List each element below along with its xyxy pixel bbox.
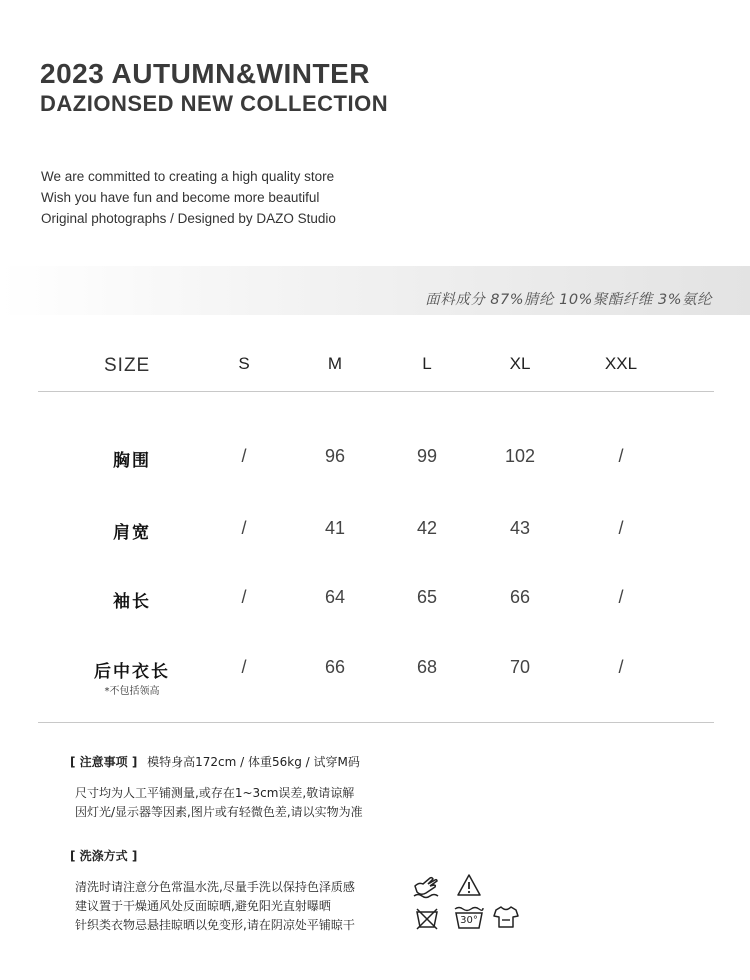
wash-30-icon (453, 905, 485, 931)
row-label-sleeve: 袖长 (113, 592, 151, 612)
table-cell: / (618, 446, 624, 466)
table-cell: / (241, 657, 247, 677)
collection-title-year: 2023 AUTUMN&WINTER (40, 58, 370, 89)
table-cell: 96 (324, 446, 346, 466)
table-cell: 99 (416, 446, 438, 466)
table-cell: / (241, 518, 247, 538)
table-cell: 66 (324, 657, 346, 677)
care-line: 针织类衣物忌悬挂晾晒以免变形,请在阴凉处平铺晾干 (75, 918, 355, 932)
table-cell: / (618, 657, 624, 677)
table-top-divider (38, 391, 714, 392)
intro-line: Wish you have fun and become more beautiful (41, 190, 320, 205)
size-col-xl: XL (509, 354, 531, 373)
no-bleach-icon (414, 906, 440, 930)
table-cell: 68 (416, 657, 438, 677)
flat-dry-shirt-icon (492, 904, 520, 930)
table-cell: 64 (324, 587, 346, 607)
care-line: 清洗时请注意分色常温水洗,尽量手洗以保持色泽质感 (75, 880, 355, 894)
size-col-xxl: XXL (604, 354, 638, 373)
size-header-label: SIZE (104, 355, 151, 376)
table-cell: 66 (509, 587, 531, 607)
table-cell: 41 (324, 518, 346, 538)
table-bottom-divider (38, 722, 714, 723)
care-line: 建议置于干燥通风处反面晾晒,避免阳光直射曝晒 (75, 899, 331, 913)
row-label-length: 后中衣长 (94, 662, 170, 682)
warning-icon (456, 873, 482, 897)
table-cell: 70 (509, 657, 531, 677)
hand-wash-icon (412, 872, 442, 900)
table-cell: 102 (504, 446, 536, 466)
table-cell: / (618, 587, 624, 607)
notes-title: [ 注意事项 ] (70, 755, 138, 769)
table-cell: / (241, 587, 247, 607)
size-col-s: S (238, 354, 250, 373)
intro-line: Original photographs / Designed by DAZO Studio (41, 211, 336, 226)
table-cell: 42 (416, 518, 438, 538)
model-info: 模特身高172cm / 体重56kg / 试穿M码 (147, 755, 360, 769)
wash-temperature: 30° (460, 915, 478, 926)
table-cell: / (618, 518, 624, 538)
row-note-collar: *不包括领高 (104, 686, 160, 697)
table-cell: 43 (509, 518, 531, 538)
brand-intro (41, 166, 336, 229)
note-line: 尺寸均为人工平铺测量,或存在1~3cm误差,敬请谅解 (75, 786, 355, 800)
table-cell: 65 (416, 587, 438, 607)
row-label-chest: 胸围 (113, 451, 151, 471)
care-title: [ 洗涤方式 ] (70, 849, 138, 863)
table-cell: / (241, 446, 247, 466)
note-line: 因灯光/显示器等因素,图片或有轻微色差,请以实物为准 (75, 805, 363, 819)
fabric-composition: 面料成分 87%腈纶 10%聚酯纤维 3%氨纶 (425, 292, 712, 308)
row-label-shoulder: 肩宽 (113, 523, 151, 543)
size-col-l: L (422, 354, 432, 373)
collection-title-name: DAZIONSED NEW COLLECTION (40, 91, 389, 116)
notes-header-line (70, 753, 360, 770)
intro-line: We are committed to creating a high quality store (41, 169, 335, 184)
size-col-m: M (327, 354, 343, 373)
